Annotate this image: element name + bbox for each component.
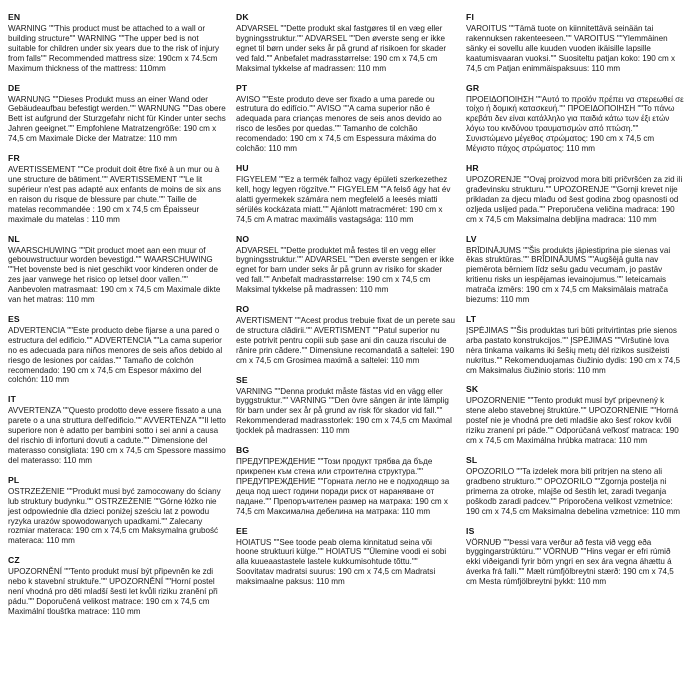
warning-text: OPOZORILO ""Ta izdelek mora biti pritrjen na steno ali gradbeno strukturo."" OPOZORILO ""Zgornja postelja ni primerna za otroke, mlajše od šestih let, zaradi tveganja poškodb zaradi padcev."" Priporočena velikost vzmetnice: 190 cm x 74,5 cm Maksimalna debelina vzmetnice: 110 mm — [466, 467, 680, 516]
lang-block-se — [236, 375, 456, 437]
lang-block-lv — [466, 234, 684, 305]
warning-text: AVERTISMENT ""Acest produs trebuie fixat de un perete sau de structura clădirii."" AVERTISMENT ""Patul superior nu este potrivit pentru copiii sub șase ani din cauza riscului de rănire prin cădere."" Dimensiune recomandată a saltelei: 190 cm x 74,5 cm Grosimea maximă a saltelei: 110 mm — [236, 316, 455, 365]
language-code: RO — [236, 304, 250, 315]
lang-block-is — [466, 526, 684, 588]
column-middle — [236, 12, 456, 700]
lang-block-ee — [236, 526, 456, 588]
language-code: HR — [466, 162, 479, 173]
lang-block-es — [8, 314, 226, 385]
language-code: GR — [466, 82, 480, 93]
warning-text: OSTRZEŻENIE ""Produkt musi być zamocowany do ściany lub struktury budynku."" OSTRZEŻENIE ""Górne łóżko nie jest odpowiednie dla dzieci poniżej sześciu lat z powodu ryzyka urazów spowodowanych upadkami."" Zalecany rozmiar materaca: 190 cm x 74,5 cm Maksymalna grubość materaca: 110 mm — [8, 486, 221, 546]
warning-text: WARNING ""This product must be attached to a wall or building structure"" WARNING ""The upper bed is not suitable for children under six years due to the risk of injury from falls"" Recommended mattress size: 190cm x 74.5cm Maximum thickness of the mattress: 110mm — [8, 24, 219, 73]
language-code: CZ — [8, 555, 20, 566]
language-code: EE — [236, 525, 248, 536]
warning-text: BRĪDINĀJUMS ""Šis produkts jāpiestiprina pie sienas vai ēkas struktūras."" BRĪDINĀJUMS ""Augšējā gulta nav piemērota bērniem līdz sešu gadu vecumam, jo pastāv kritienu risks un iespējamas ievainojumus."" Ieteicamais matrača izmērs: 190 cm x 74,5 cm Maksimālais matrača biezums: 110 mm — [466, 245, 671, 305]
warning-text: ADVARSEL ""Dette produktet må festes til en vegg eller bygningsstruktur."" ADVARSEL ""Den øverste sengen er ikke egnet for barn under seks år på grunn av risiko for skader ved fall."" Anbefalt madrasstørrelse: 190 cm x 74,5 cm Maksimal tykkelse på madrassen: 110 mm — [236, 245, 454, 295]
lang-block-bg — [236, 445, 456, 516]
language-code: PL — [8, 474, 20, 485]
warning-text: ADVERTENCIA ""Este producto debe fijarse a una pared o estructura del edificio."" ADVERTENCIA ""La cama superior no es adecuada para niños menores de seis años debido al riesgo de lesiones por caídas."" Tamaño de colchón recomendado: 190 cm x 74,5 cm Espesor máximo del colchón: 110 mm — [8, 325, 223, 385]
language-code: NO — [236, 233, 250, 244]
lang-block-pl — [8, 475, 226, 546]
language-code: DE — [8, 82, 21, 93]
column-right — [466, 12, 684, 700]
language-code: HU — [236, 162, 249, 173]
language-code: LV — [466, 233, 477, 244]
lang-block-sk — [466, 384, 684, 446]
warning-text: WARNUNG ""Dieses Produkt muss an einer Wand oder Gebäudeaufbau befestigt werden."" WARNUNG ""Das obere Bett ist aufgrund der Sturzgefahr nicht für Kinder unter sechs Jahren geeignet."" Empfohlene Matratzengröße: 190 cm x 74,5 cm Maximale Dicke der Matratze: 110 mm — [8, 94, 226, 144]
column-left — [8, 12, 226, 700]
warning-text: VARNING ""Denna produkt måste fästas vid en vägg eller byggstruktur."" VARNING ""Den övre sängen är inte lämplig för barn under sex år på grund av risk för skador vid fall."" Rekommenderad madrasstorlek: 190 cm x 74,5 cm Maximal tjocklek på madrassen: 110 mm — [236, 386, 452, 436]
warning-text: AVISO ""Este produto deve ser fixado a uma parede ou estrutura do edifício."" AVISO ""A cama superior não é adequada para crianças menores de seis anos devido ao risco de lesões por quedas."" Tamanho de colchão recomendado: 190 cm x 74,5 cm Espessura máxima do colchão: 110 mm — [236, 94, 442, 154]
lang-block-de — [8, 83, 226, 145]
language-code: FI — [466, 12, 475, 22]
language-code: FR — [8, 153, 20, 164]
warning-text: VAROITUS ""Tämä tuote on kiinnitettävä seinään tai rakennuksen rakenteeseen."" VAROITUS ""Ylemmäinen sänky ei sovellu alle kuuden vuoden ikäisille lapsille kaatumisvaaran vuoksi."" Suositeltu patjan koko: 190 cm x 74,5 cm Patjan enimmäispaksuus: 110 mm — [466, 24, 676, 73]
language-code: LT — [466, 313, 477, 324]
warning-text: VÖRNUÐ ""Þessi vara verður að festa við vegg eða byggingarstrúktúru."" VÖRNUÐ ""Hins vegar er efri rúmið ekki viðeigandi fyrir börn yngri en sex ára vegna áhættu á áverka frá falli."" Mælt rúmfjölbreytni stærð: 190 cm x 74,5 cm Mesta rúmfjölbreytni þykkt: 110 mm — [466, 537, 674, 587]
lang-block-cz — [8, 555, 226, 617]
lang-block-nl — [8, 234, 226, 305]
language-code: SL — [466, 455, 478, 465]
language-code: SK — [466, 384, 479, 395]
lang-block-hr — [466, 163, 684, 225]
lang-block-en — [8, 12, 226, 74]
lang-block-fi — [466, 12, 684, 74]
language-code: NL — [8, 233, 20, 244]
warning-text: AVERTISSEMENT ""Ce produit doit être fixé à un mur ou à une structure de bâtiment."" AVERTISSEMENT ""Le lit supérieur n'est pas adapté aux enfants de moins de six ans en raison du risque de blessure par chute."" Taille de matelas recommandée : 190 cm x 74,5 cm Épaisseur maximale du matelas : 110 mm — [8, 165, 222, 224]
language-code: BG — [236, 445, 250, 456]
language-code: SE — [236, 374, 248, 385]
warning-text: ADVARSEL ""Dette produkt skal fastgøres til en væg eller bygningsstruktur."" ADVARSEL ""Den øverste seng er ikke egnet til børn under seks år på grund af risikoen for skader ved fald."" Anbefalet madrasstørrelse: 190 cm x 74,5 cm Maksimal tykkelse af madrassen: 110 mm — [236, 24, 447, 73]
language-code: EN — [8, 12, 21, 22]
language-code: IS — [466, 525, 475, 536]
warning-text: HOIATUS ""See toode peab olema kinnitatud seina või hoone struktuuri külge."" HOIATUS ""Ülemine voodi ei sobi alla kuueaastastele lastele kukkumisohtude tõttu."" Soovitatav madratsi suurus: 190 cm x 74,5 cm Madratsi maksimaalne paksus: 110 mm — [236, 537, 447, 587]
language-code: PT — [236, 82, 248, 93]
lang-block-no — [236, 234, 456, 296]
warning-text: ĮSPĖJIMAS ""Šis produktas turi būti pritvirtintas prie sienos arba pastato konstrukcijos."" ĮSPĖJIMAS ""Viršutinė lova nėra tinkama vaikams iki šešių metų dėl rizikos susižeisti nukritus."" Rekomenduojamas čiužinio dydis: 190 cm x 74,5 cm Maksimalus čiužinio storis: 110 mm — [466, 325, 681, 375]
warning-text: ΠΡΟΕΙΔΟΠΟΙΗΣΗ ""Αυτό το προϊόν πρέπει να στερεωθεί σε τοίχο ή δομική κατασκευή."" ΠΡΟΕΙΔΟΠΟΙΗΣΗ ""Το πάνω κρεβάτι δεν είναι κατάλληλο για παιδιά κάτω των έξι ετών λόγω του κινδύνου τραυματισμών από πτώση."" Συνιστώμενο μέγεθος στρώματος: 190 cm x 74,5 cm Μέγιστο πάχος στρώματος: 110 mm — [466, 94, 684, 154]
warning-text: FIGYELEM ""Ez a termék falhoz vagy épületi szerkezethez kell, hogy legyen rögzítve."" FIGYELEM ""A felső ágy hat év alatti gyermekek számára nem megfelelő a leesés miatti sérülés kockázata miatt."" Ajánlott matracméret: 190 cm x 74,5 cm A matrac maximális vastagsága: 110 mm — [236, 174, 451, 224]
language-code: DK — [236, 12, 249, 22]
lang-block-it — [8, 394, 226, 465]
lang-block-fr — [8, 153, 226, 224]
lang-block-pt — [236, 83, 456, 154]
language-code: ES — [8, 313, 20, 324]
warning-text: AVVERTENZA ""Questo prodotto deve essere fissato a una parete o a una struttura dell'edificio."" AVVERTENZA ""Il letto superiore non è adatto per bambini sotto i sei anni a causa del rischio di infortuni dovuti a cadute."" Dimensione del materasso consigliata: 190 cm x 74,5 cm Spessore massimo del materasso: 110 mm — [8, 406, 226, 465]
warning-text: UPOZORENJE ""Ovaj proizvod mora biti pričvršćen za zid ili građevinsku strukturu."" UPOZORENJE ""Gornji krevet nije prikladan za djecu mlađu od šest godina zbog opasnosti od ozljeda uslijed pada."" Preporučena veličina madraca: 190 cm x 74,5 cm Maksimalna debljina madraca: 110 mm — [466, 174, 683, 224]
warning-text: UPOZORNĚNÍ ""Tento produkt musí být připevněn ke zdi nebo k stavební struktuře."" UPOZORNĚNÍ ""Horní postel není vhodná pro děti mladší šesti let kvůli riziku zranění při pádu."" Doporučená velikost matrace: 190 cm x 74,5 cm Maximální tloušťka matrace: 110 mm — [8, 567, 218, 616]
lang-block-ro — [236, 304, 456, 366]
warning-text: WAARSCHUWING ""Dit product moet aan een muur of gebouwstructuur worden bevestigd."" WAARSCHUWING ""Het bovenste bed is niet geschikt voor kinderen onder de zes jaar vanwege het risico op letsel door vallen."" Aanbevolen matrasmaat: 190 cm x 74,5 cm Maximale dikte van het matras: 110 mm — [8, 245, 221, 305]
language-code: IT — [8, 394, 17, 405]
lang-block-sl — [466, 455, 684, 517]
lang-block-lt — [466, 314, 684, 376]
warning-text: UPOZORNENIE ""Tento produkt musí byť pripevnený k stene alebo stavebnej štruktúre."" UPOZORNENIE ""Horná posteľ nie je vhodná pre deti mladšie ako šesť rokov kvôli riziku zranení pri páde."" Odporúčaná veľkosť matraca: 190 cm x 74,5 cm Maximálna hrúbka matraca: 110 mm — [466, 396, 679, 446]
lang-block-dk — [236, 12, 456, 74]
warning-text: ПРЕДУПРЕЖДЕНИЕ ""Този продукт трябва да бъде прикрепен към стена или строителна структура."" ПРЕДУПРЕЖДЕНИЕ ""Горната легло не е подходящо за деца под шест години поради риск от нараняване от падане."" Препоръчителен размер на матрака: 190 cm x 74,5 cm Максимална дебелина на матрака: 110 mm — [236, 457, 450, 516]
lang-block-gr — [466, 83, 684, 154]
lang-block-hu — [236, 163, 456, 225]
